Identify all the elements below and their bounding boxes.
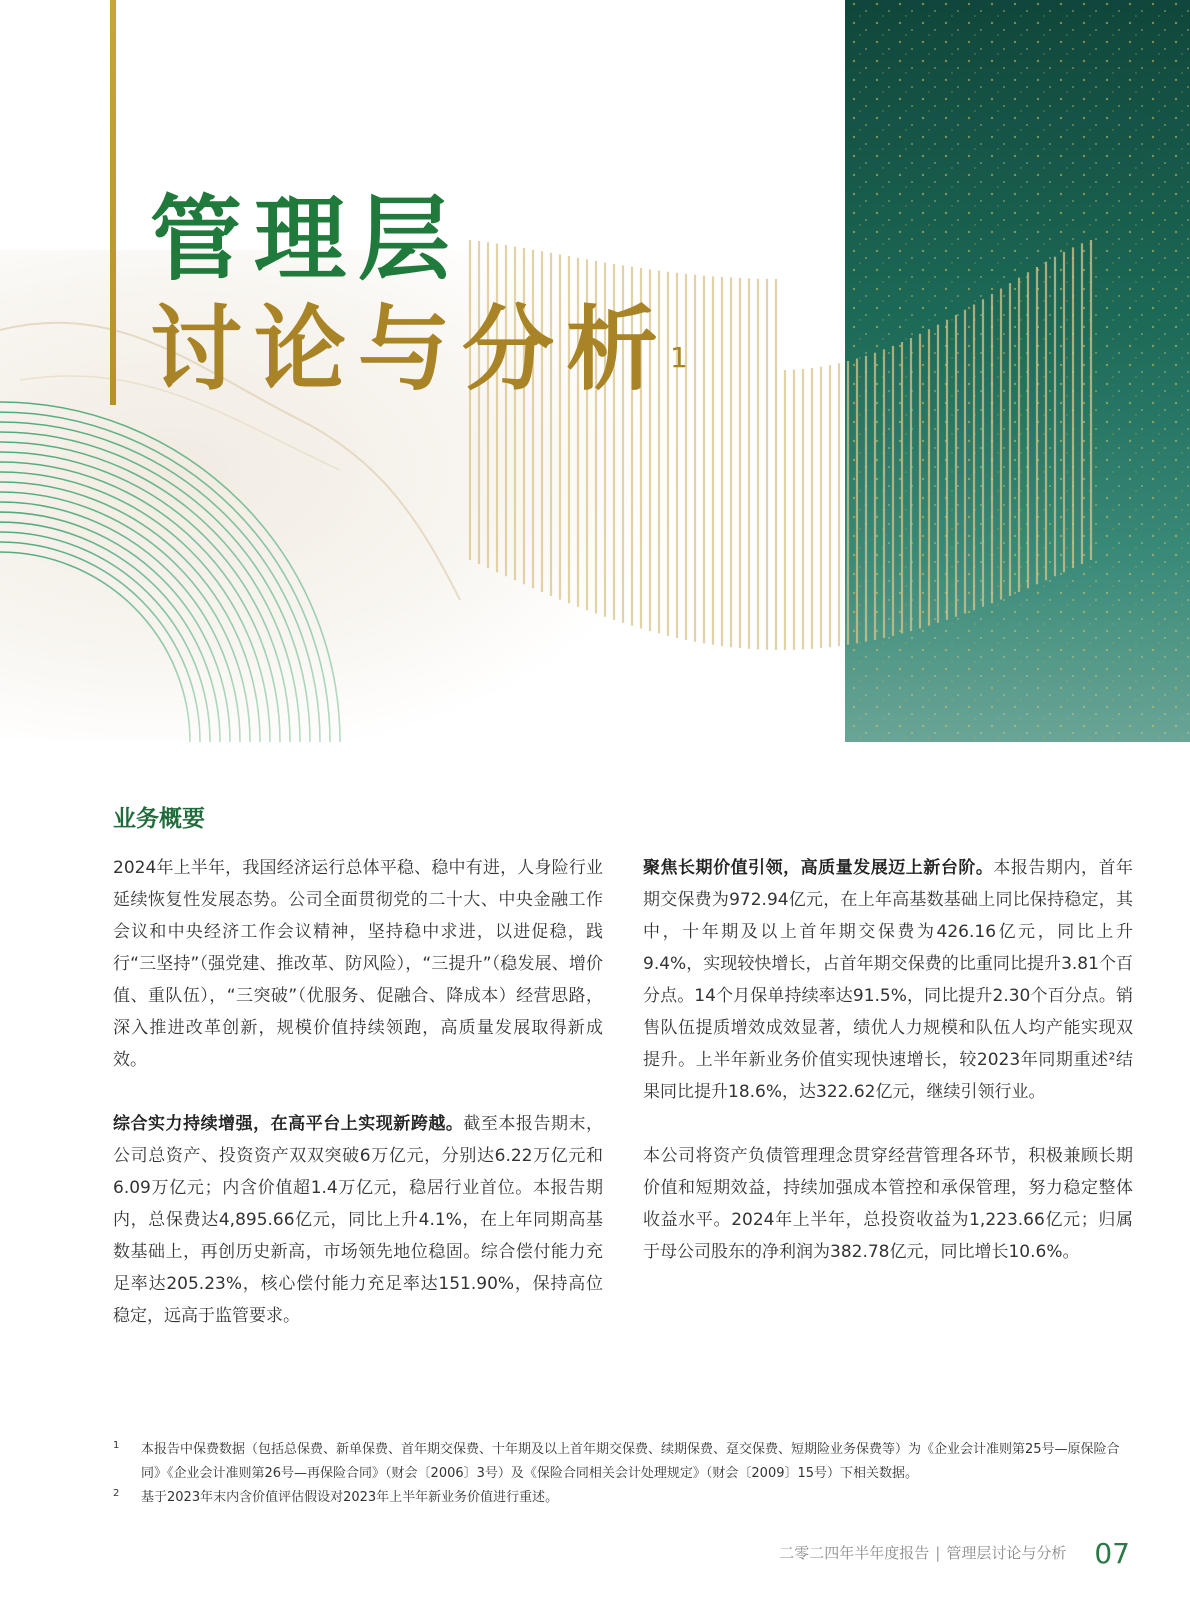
page-footer bbox=[779, 1537, 1130, 1570]
footer-separator: | bbox=[935, 1544, 941, 1562]
right-paragraph-1-lead: 聚焦长期价值引领，高质量发展迈上新台阶。 bbox=[643, 858, 994, 878]
footer-section-name: 管理层讨论与分析 bbox=[946, 1544, 1067, 1562]
title-footnote-ref: 1 bbox=[670, 341, 688, 374]
right-paragraph-1-body: 本报告期内，首年期交保费为972.94亿元，在上年高基数基础上同比保持稳定，其中，十年期及以上首年期交保费为426.16亿元，同比上升9.4%，实现较快增长，占首年期交保费的比重同比提升3.81个百分点。14个月保单持续率达91.5%，同比提升2.30个百分点。销售队伍提质增效成效显著，绩优人力规模和队伍人均产能实现双提升。上半年新业务价值实现快速增长，较2023年同期重述²结果同比提升18.6%，达322.62亿元，继续引领行业。 bbox=[643, 858, 1134, 1102]
left-paragraph-2-lead: 综合实力持续增强，在高平台上实现新跨越。 bbox=[113, 1114, 464, 1134]
footnote-1-number: 1 bbox=[113, 1440, 120, 1451]
footnote-2-number: 2 bbox=[113, 1488, 120, 1499]
gold-accent-bar bbox=[110, 0, 116, 405]
footnote-2-text: 基于2023年末内含价值评估假设对2023年上半年新业务价值进行重述。 bbox=[141, 1490, 559, 1505]
footnote-2 bbox=[113, 1486, 1133, 1510]
left-column bbox=[113, 852, 603, 1364]
footnote-1-text: 本报告中保费数据（包括总保费、新单保费、首年期交保费、十年期及以上首年期交保费、续期保费、趸交保费、短期险业务保费等）为《企业会计准则第25号—原保险合同》《企业会计准则第26号—再保险合同》（财会〔2006〕3号）及《保险合同相关会计处理规定》（财会〔2009〕15号）下相关数据。 bbox=[141, 1442, 1120, 1481]
page-number: 07 bbox=[1094, 1537, 1130, 1570]
right-column bbox=[643, 852, 1133, 1300]
title-line-2 bbox=[150, 296, 688, 403]
title-line-1: 管理层 bbox=[150, 186, 463, 293]
left-paragraph-2 bbox=[113, 1108, 603, 1332]
left-paragraph-1: 2024年上半年，我国经济运行总体平稳、稳中有进，人身险行业延续恢复性发展态势。公司全面贯彻党的二十大、中央金融工作会议和中央经济工作会议精神，坚持稳中求进，以进促稳，践行“三坚持”（强党建、推改革、防风险），“三提升”（稳发展、增价值、重队伍），“三突破”（优服务、促融合、降成本）经营思路，深入推进改革创新，规模价值持续领跑，高质量发展取得新成效。 bbox=[113, 858, 603, 1070]
section-title: 业务概要 bbox=[113, 806, 205, 832]
title-line-2-text: 讨论与分析 bbox=[150, 296, 671, 403]
footnotes bbox=[113, 1438, 1133, 1510]
left-paragraph-2-body: 截至本报告期末，公司总资产、投资资产双双突破6万亿元，分别达6.22万亿元和6.09万亿元；内含价值超1.4万亿元，稳居行业首位。本报告期内，总保费达4,895.66亿元，同比上升4.1%，在上年同期高基数基础上，再创历史新高，市场领先地位稳固。综合偿付能力充足率达205.23%，核心偿付能力充足率达151.90%，保持高位稳定，远高于监管要求。 bbox=[113, 1114, 604, 1326]
right-paragraph-1 bbox=[643, 852, 1133, 1108]
hero-banner bbox=[0, 0, 1190, 742]
right-paragraph-2: 本公司将资产负债管理理念贯穿经营管理各环节，积极兼顾长期价值和短期效益，持续加强成本管控和承保管理，努力稳定整体收益水平。2024年上半年，总投资收益为1,223.66亿元；归属于母公司股东的净利润为382.78亿元，同比增长10.6%。 bbox=[643, 1146, 1133, 1262]
footer-report-name: 二零二四年半年度报告 bbox=[779, 1544, 930, 1562]
footnote-1 bbox=[113, 1438, 1133, 1486]
